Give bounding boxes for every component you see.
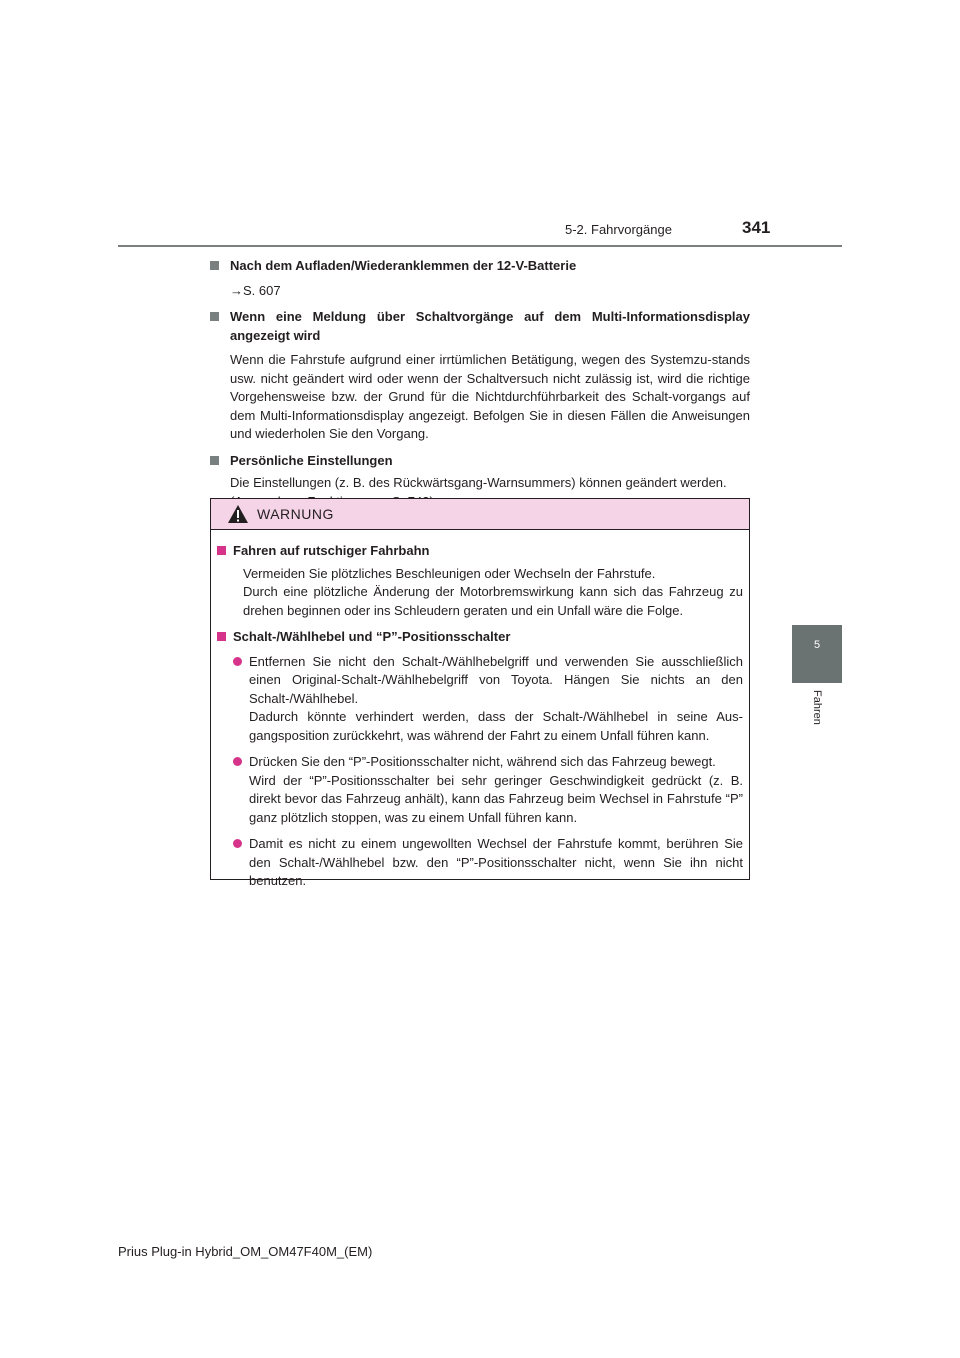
square-bullet-icon	[210, 312, 219, 321]
warning-bullet-text: Dadurch könnte verhindert werden, dass der Schalt-/Wählhebel in seine Aus-gangsposition zurückkehrt, was während der Fahrt zu einem Unfall führen kann.	[249, 709, 743, 743]
page-reference: →S. 607	[230, 282, 281, 298]
section-text: Die Einstellungen (z. B. des Rückwärtsgang-Warnsummers) können geändert werden.	[230, 475, 727, 490]
warning-text: Durch eine plötzliche Änderung der Motorbremswirkung kann sich das Fahrzeug zu drehen beginnen oder ins Schleudern geraten und ein Unfall wäre die Folge.	[243, 584, 743, 618]
warning-bullet: Entfernen Sie nicht den Schalt-/Wählhebelgriff und verwenden Sie ausschließlich einen Original-Schalt-/Wählhebelgriff von Toyota. Hängen Sie nichts an den Schalt-/Wählhebel.	[217, 653, 743, 709]
warning-header	[211, 499, 749, 530]
warning-bullet: Damit es nicht zu einem ungewollten Wechsel der Fahrstufe kommt, berühren Sie den Schalt-/Wählhebel bzw. den “P”-Positionsschalter nicht, wenn Sie ihn nicht benutzen.	[217, 835, 743, 891]
warning-heading: Schalt-/Wählhebel und “P”-Positionsschalter	[217, 628, 743, 647]
main-content	[210, 257, 750, 511]
chapter-tab	[792, 625, 842, 683]
section-heading: Wenn eine Meldung über Schaltvorgänge auf dem Multi-Informationsdisplay angezeigt wird	[210, 308, 750, 345]
chapter-label-container	[804, 690, 832, 750]
warning-heading: Fahren auf rutschiger Fahrbahn	[217, 542, 743, 561]
square-bullet-icon	[217, 546, 226, 555]
chapter-label: Fahren	[811, 690, 823, 725]
warning-box	[210, 498, 750, 888]
square-bullet-icon	[210, 456, 219, 465]
section-heading: Persönliche Einstellungen	[210, 452, 750, 471]
warning-text: Vermeiden Sie plötzliches Beschleunigen oder Wechseln der Fahrstufe.	[243, 565, 656, 581]
warning-bullet: Drücken Sie den “P”-Positionsschalter nicht, während sich das Fahrzeug bewegt.	[217, 753, 743, 772]
chapter-number: 5	[813, 639, 821, 651]
round-bullet-icon	[233, 657, 242, 666]
section-text: Wenn die Fahrstufe aufgrund einer irrtümlichen Betätigung, wegen des Systemzu-stands usw. nicht geändert wird oder wenn der Schaltversuch nicht zulässig ist, wird die richtige Vorgehensweise bzw. der Grund für die Nichtdurchführbarkeit des Schalt-vorgangs auf dem Multi-Informationsdisplay angezeigt. Befolgen Sie in diesen Fällen die Anweisungen und wiederholen Sie den Vorgang.	[230, 352, 750, 441]
warning-body	[211, 530, 749, 891]
footer-document-id: Prius Plug-in Hybrid_OM_OM47F40M_(EM)	[118, 1244, 373, 1259]
warning-triangle-icon	[227, 504, 249, 524]
warning-bullet-text: Wird der “P”-Positionsschalter bei sehr geringer Geschwindigkeit gedrückt (z. B. direkt bevor das Fahrzeug anhält), kann das Fahrzeug beim Wechsel in Fahrstufe “P” ganz plötzlich stoppen, was zu einem Unfall führen kann.	[249, 772, 743, 825]
page-number: 341	[742, 218, 771, 237]
warning-title: WARNUNG	[257, 506, 334, 522]
section-heading: Nach dem Aufladen/Wiederanklemmen der 12-V-Batterie	[210, 257, 750, 276]
square-bullet-icon	[210, 261, 219, 270]
header-rule	[118, 245, 842, 247]
square-bullet-icon	[217, 632, 226, 641]
round-bullet-icon	[233, 757, 242, 766]
round-bullet-icon	[233, 839, 242, 848]
header-section-title: 5-2. Fahrvorgänge	[565, 222, 672, 237]
